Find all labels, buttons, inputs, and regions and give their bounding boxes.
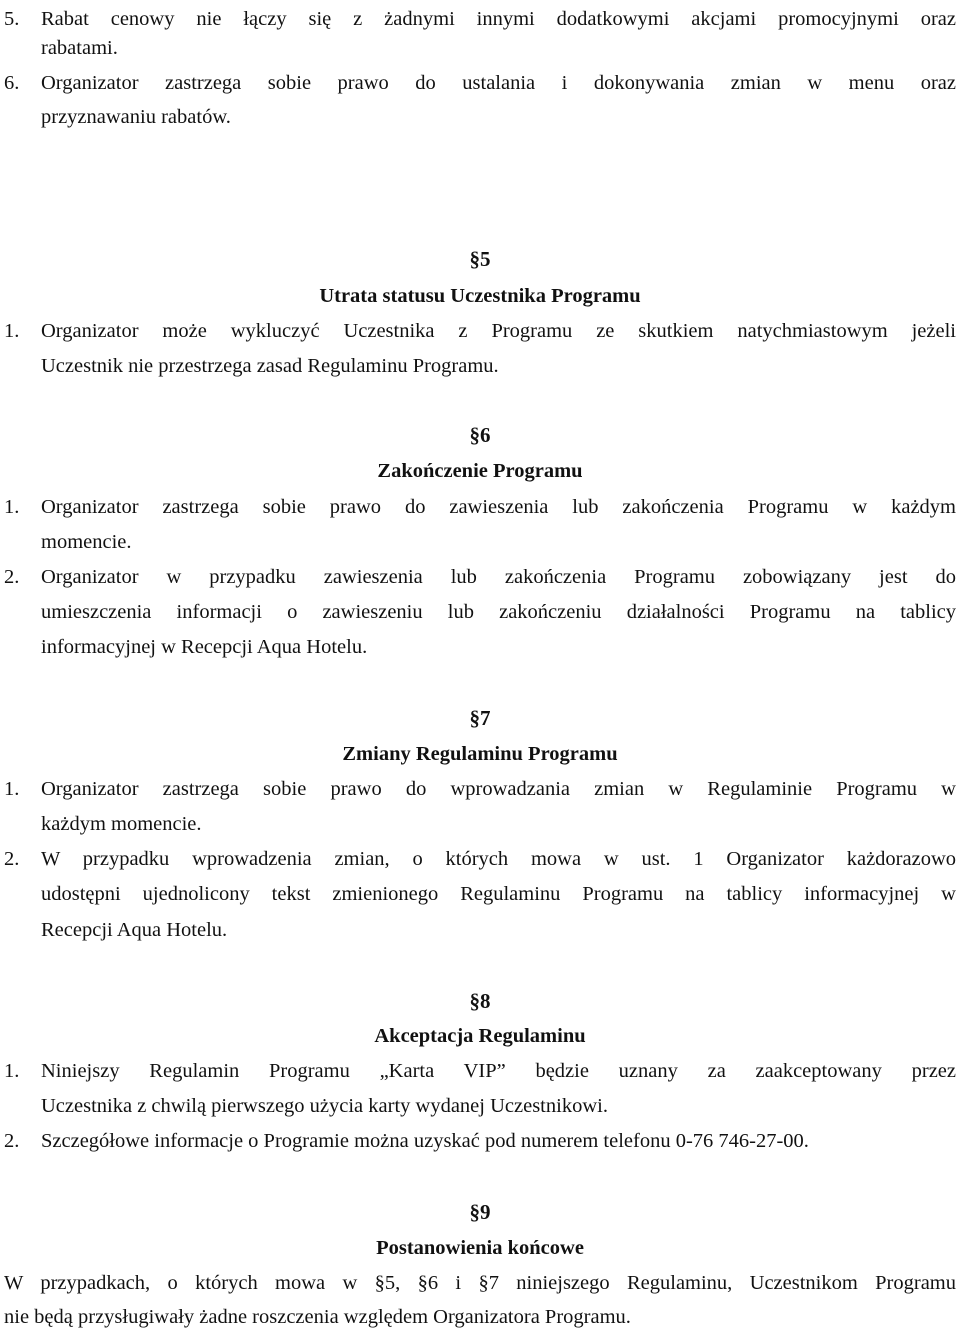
section-title: Zmiany Regulaminu Programu bbox=[342, 743, 618, 765]
item-text-line: Uczestnika z chwilą pierwszego użycia karty wydanej Uczestnikowi. bbox=[41, 1095, 608, 1117]
item-text-line: Szczegółowe informacje o Programie można uzyskać pod numerem telefonu 0-76 746-27-00. bbox=[41, 1130, 809, 1152]
item-text-line: Recepcji Aqua Hotelu. bbox=[41, 919, 228, 941]
section-title: Postanowienia końcowe bbox=[376, 1237, 584, 1259]
item-text-line: rabatami. bbox=[41, 37, 118, 59]
item-number: 2. bbox=[4, 848, 20, 870]
item-text-line: udostępni ujednolicony tekst zmienionego Regulaminu Programu na tablicy informacyjnej w bbox=[41, 883, 956, 905]
item-text-line: Organizator może wykluczyć Uczestnika z Programu ze skutkiem natychmiastowym jeżeli bbox=[41, 320, 956, 342]
section-title: Akceptacja Regulaminu bbox=[374, 1025, 586, 1047]
paragraph-line: nie będą przysługiwały żadne roszczenia względem Organizatora Programu. bbox=[4, 1306, 631, 1328]
item-text-line: Organizator zastrzega sobie prawo do wprowadzania zmian w Regulaminie Programu w bbox=[41, 778, 956, 800]
item-text-line: Niniejszy Regulamin Programu „Karta VIP” będzie uznany za zaakceptowany przez bbox=[41, 1060, 956, 1082]
item-number: 2. bbox=[4, 566, 20, 588]
item-text-line: W przypadku wprowadzenia zmian, o których mowa w ust. 1 Organizator każdorazowo bbox=[41, 848, 956, 870]
item-number: 1. bbox=[4, 1060, 20, 1082]
section-mark: §8 bbox=[469, 989, 491, 1013]
item-text-line: momencie. bbox=[41, 531, 132, 553]
item-number: 1. bbox=[4, 496, 20, 518]
section-title: Utrata statusu Uczestnika Programu bbox=[319, 285, 641, 307]
section-mark: §7 bbox=[469, 706, 491, 730]
item-text-line: przyznawaniu rabatów. bbox=[41, 106, 231, 128]
section-mark: §6 bbox=[469, 423, 491, 447]
item-text-line: Organizator w przypadku zawieszenia lub zakończenia Programu zobowiązany jest do bbox=[41, 566, 956, 588]
section-mark: §5 bbox=[469, 247, 491, 271]
paragraph-line: W przypadkach, o których mowa w §5, §6 i §7 niniejszego Regulaminu, Uczestnikom Programu bbox=[4, 1272, 956, 1294]
item-text-line: Organizator zastrzega sobie prawo do ustalania i dokonywania zmian w menu oraz bbox=[41, 72, 956, 94]
item-number: 6. bbox=[4, 72, 20, 94]
item-text-line: umieszczenia informacji o zawieszeniu lub zakończeniu działalności Programu na tablicy bbox=[41, 601, 956, 623]
item-number: 2. bbox=[4, 1130, 20, 1152]
item-number: 1. bbox=[4, 320, 20, 342]
item-text-line: Organizator zastrzega sobie prawo do zawieszenia lub zakończenia Programu w każdym bbox=[41, 496, 956, 518]
item-text-line: każdym momencie. bbox=[41, 813, 202, 835]
item-text-line: Uczestnik nie przestrzega zasad Regulaminu Programu. bbox=[41, 355, 499, 377]
section-mark: §9 bbox=[469, 1200, 491, 1224]
item-number: 1. bbox=[4, 778, 20, 800]
section-title: Zakończenie Programu bbox=[377, 460, 583, 482]
item-text-line: Rabat cenowy nie łączy się z żadnymi innymi dodatkowymi akcjami promocyjnymi oraz bbox=[41, 8, 956, 30]
item-number: 5. bbox=[4, 8, 20, 30]
item-text-line: informacyjnej w Recepcji Aqua Hotelu. bbox=[41, 636, 368, 658]
